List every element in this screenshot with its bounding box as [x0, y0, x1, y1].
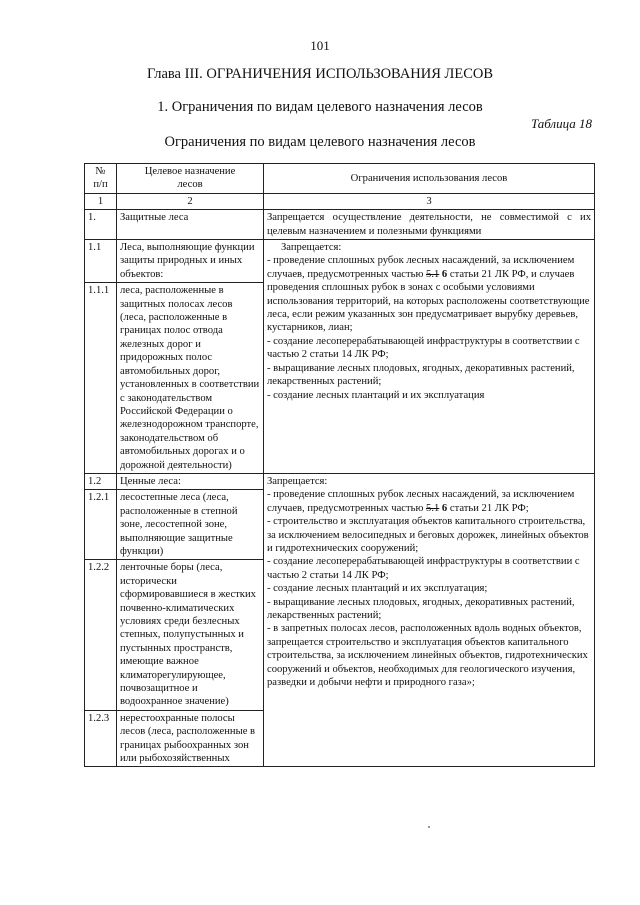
table-row	[85, 240, 595, 283]
col-number: 1	[85, 193, 117, 209]
row-purpose: Леса, выполняющие функции защиты природных и иных объектов:	[117, 240, 264, 283]
row-num: 1.1	[85, 240, 117, 283]
table-header-row	[85, 164, 595, 194]
table-label: Таблица 18	[530, 116, 592, 131]
restriction-block-protective	[264, 240, 595, 474]
restriction-item: - проведение сплошных рубок лесных насаждений, за исключением случаев, предусмотренных частью 5.1 6 статьи 21 ЛК РФ;	[267, 489, 575, 514]
chapter-title: Глава III. ОГРАНИЧЕНИЯ ИСПОЛЬЗОВАНИЯ ЛЕСОВ	[146, 66, 494, 82]
col-number: 3	[264, 193, 595, 209]
header-num: № п/п	[85, 164, 117, 194]
header-purpose: Целевое назначение лесов	[117, 164, 264, 194]
row-purpose: Ценные леса:	[117, 473, 264, 489]
col-number: 2	[117, 193, 264, 209]
restriction-item: - выращивание лесных плодовых, ягодных, декоративных растений, лекарственных растений;	[267, 362, 575, 388]
table-title: Ограничения по видам целевого назначения лесов	[164, 134, 476, 150]
column-number-row	[85, 193, 595, 209]
restriction-item: - проведение сплошных рубок лесных насаждений, за исключением случаев, предусмотренных частью 5.1 6 статьи 21 ЛК РФ, и случаев проведения сплошных рубок в зонах с особыми условиями использования территорий, на которых расположены соответствующие леса, если режим указанных зон предусматривает вырубку деревьев, кустарников, лиан;	[267, 255, 590, 334]
row-num: 1.2.1	[85, 490, 117, 560]
row-num: 1.2.3	[85, 710, 117, 767]
restriction-item: - в запретных полосах лесов, расположенных вдоль водных объектов, запрещается строительство и эксплуатация объектов капитального строительства, за исключением линейных объектов, гидротехнических сооружений и объектов, необходимых для геологического изучения, разведки и добычи нефти и природного газа»;	[267, 623, 588, 689]
row-num: 1.1.1	[85, 283, 117, 474]
restriction-item: - создание лесных плантаций и их эксплуатация	[267, 389, 485, 401]
restriction-intro: Запрещается:	[281, 242, 342, 254]
row-num: 1.	[85, 210, 117, 240]
scan-speck	[428, 826, 430, 828]
row-restriction: Запрещается осуществление деятельности, не совместимой с их целевым назначением и полезными функциями	[264, 210, 595, 240]
restriction-item: - создание лесоперерабатывающей инфраструктуры в соответствии с частью 2 статьи 14 ЛК РФ;	[267, 556, 580, 581]
row-num: 1.2.2	[85, 560, 117, 710]
table-row	[85, 473, 595, 489]
restriction-item: - создание лесоперерабатывающей инфраструктуры в соответствии с частью 2 статьи 14 ЛК РФ;	[267, 335, 580, 361]
row-purpose: Защитные леса	[117, 210, 264, 240]
restriction-intro: Запрещается:	[267, 475, 328, 487]
restriction-item: - выращивание лесных плодовых, ягодных, декоративных растений, лекарственных растений;	[267, 596, 575, 621]
row-num: 1.2	[85, 473, 117, 489]
row-purpose: нерестоохранные полосы лесов (леса, расположенные в границах рыбоохранных зон или рыбохозяйственных	[117, 710, 264, 767]
page-number: 101	[310, 38, 330, 53]
row-purpose: леса, расположенные в защитных полосах лесов (леса, расположенные в границах полос отвода железных дорог и придорожных полос автомобильных дорог, установленных в соответствии с законодательством Российской Федерации о железнодорожном транспорте, законодательством об автомобильных дорогах и о дорожной деятельности)	[117, 283, 264, 474]
row-purpose: лесостепные леса (леса, расположенные в степной зоне, лесостепной зоне, выполняющие защитные функции)	[117, 490, 264, 560]
table-row	[85, 210, 595, 240]
section-title: 1. Ограничения по видам целевого назначения лесов	[157, 99, 483, 115]
restriction-item: - создание лесных плантаций и их эксплуатация;	[267, 583, 488, 595]
restriction-item: - строительство и эксплуатация объектов капитального строительства, за исключением велосипедных и беговых дорожек, линейных объектов и гидротехнических сооружений;	[267, 516, 589, 554]
row-purpose: ленточные боры (леса, исторически сформировавшиеся в жестких почвенно-климатических условиях среди безлесных степных, полупустынных и пустынных пространств, имеющие важное климаторегулирующее, почвозащитное и водоохранное значение)	[117, 560, 264, 710]
header-restrictions: Ограничения использования лесов	[264, 164, 595, 194]
restriction-block-valuable	[264, 473, 595, 767]
restrictions-table	[84, 163, 595, 767]
